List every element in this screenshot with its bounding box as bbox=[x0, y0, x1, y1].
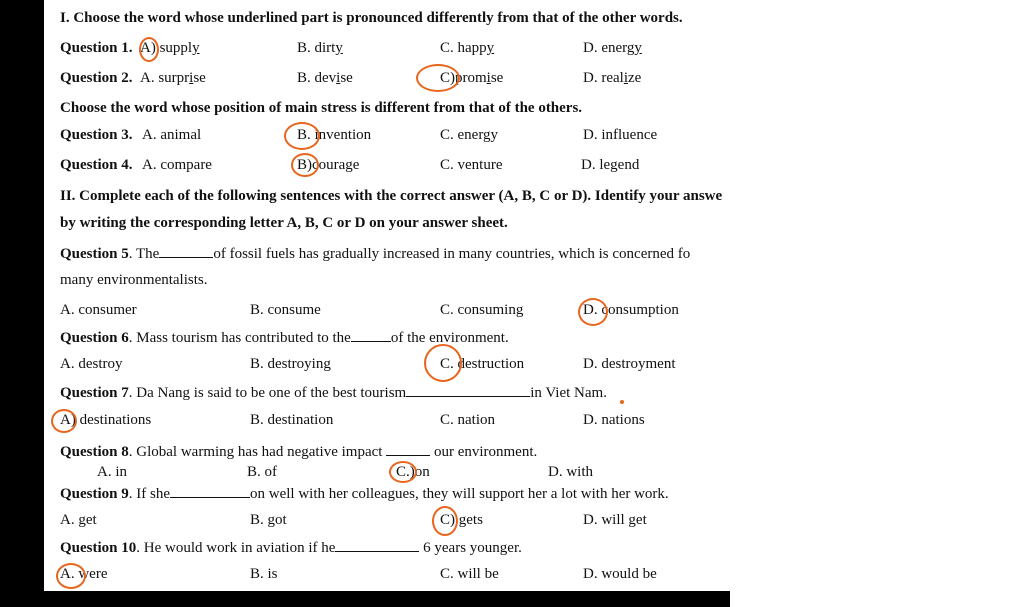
q1-option-c[interactable]: C. happy bbox=[440, 40, 495, 56]
answer-circle-q6 bbox=[424, 344, 462, 382]
answer-circle-q3 bbox=[284, 122, 320, 150]
q2-option-c[interactable]: C)promise bbox=[440, 70, 504, 86]
q2-option-a[interactable]: A. surprise bbox=[140, 70, 206, 86]
stress-heading: Choose the word whose position of main stress is different from that of the others. bbox=[60, 100, 583, 116]
question-2 bbox=[60, 69, 133, 87]
q6-option-c[interactable]: C. destruction bbox=[440, 356, 525, 372]
q1-option-d[interactable]: D. energy bbox=[583, 40, 642, 56]
q2-option-d[interactable]: D. realize bbox=[583, 70, 642, 86]
question-3 bbox=[60, 126, 133, 144]
q6-blank[interactable] bbox=[351, 328, 391, 342]
q1-option-b[interactable]: B. dirty bbox=[297, 40, 343, 56]
section2-heading-cont: by writing the corresponding letter A, B, C or D on your answer sheet. bbox=[60, 215, 508, 231]
bottom-black-bar bbox=[0, 591, 730, 607]
q2-option-b[interactable]: B. devise bbox=[297, 70, 353, 86]
q5-option-a[interactable]: A. consumer bbox=[60, 302, 137, 318]
q6-option-a[interactable]: A. destroy bbox=[60, 356, 123, 372]
question-5-cont: many environmentalists. bbox=[60, 272, 208, 288]
section1-heading: I. Choose the word whose underlined part is pronounced differently from that of the other words. bbox=[60, 10, 683, 26]
q2-label: Question 2. bbox=[60, 70, 133, 86]
q8-option-a[interactable]: A. in bbox=[97, 464, 127, 480]
q1-option-a[interactable]: A) supply bbox=[140, 40, 200, 56]
q4-option-b[interactable]: B)courage bbox=[297, 157, 360, 173]
q8-option-d[interactable]: D. with bbox=[548, 464, 593, 480]
q4-option-a[interactable]: A. compare bbox=[142, 157, 212, 173]
q9-option-c[interactable]: C) gets bbox=[440, 512, 483, 528]
q6-option-d[interactable]: D. destroyment bbox=[583, 356, 676, 372]
question-5: Question 5. The of fossil fuels has gradually increased in many countries, which is concerned fo bbox=[60, 246, 691, 262]
answer-circle-q1 bbox=[139, 37, 159, 62]
q9-option-d[interactable]: D. will get bbox=[583, 512, 647, 528]
q6-option-b[interactable]: B. destroying bbox=[250, 356, 331, 372]
q3-option-b[interactable]: B. invention bbox=[297, 127, 372, 143]
q10-option-a[interactable]: A. were bbox=[60, 566, 108, 582]
q10-option-b[interactable]: B. is bbox=[250, 566, 278, 582]
q10-blank[interactable] bbox=[335, 538, 419, 552]
answer-circle-q8 bbox=[389, 461, 417, 483]
q9-option-b[interactable]: B. got bbox=[250, 512, 287, 528]
question-1 bbox=[60, 39, 133, 57]
worksheet-page bbox=[44, 0, 730, 591]
section2-heading: II. Complete each of the following sentences with the correct answer (A, B, C or D). Identify your answe bbox=[60, 188, 723, 204]
q7-blank[interactable] bbox=[406, 383, 530, 397]
q9-option-a[interactable]: A. get bbox=[60, 512, 97, 528]
q5-blank[interactable] bbox=[159, 244, 213, 258]
q8-option-c[interactable]: C.)on bbox=[396, 464, 430, 480]
q8-blank[interactable] bbox=[386, 442, 430, 456]
q3-label: Question 3. bbox=[60, 127, 133, 143]
question-7: Question 7. Da Nang is said to be one of the best tourism in Viet Nam. bbox=[60, 385, 607, 401]
q7-option-b[interactable]: B. destination bbox=[250, 412, 334, 428]
q1-label: Question 1. bbox=[60, 40, 133, 56]
q4-option-c[interactable]: C. venture bbox=[440, 157, 503, 173]
q3-option-d[interactable]: D. influence bbox=[583, 127, 658, 143]
q5-option-b[interactable]: B. consume bbox=[250, 302, 321, 318]
answer-circle-q10 bbox=[56, 563, 86, 589]
q8-option-b[interactable]: B. of bbox=[247, 464, 277, 480]
q3-option-c[interactable]: C. energy bbox=[440, 127, 499, 143]
right-blank-area bbox=[730, 0, 1024, 607]
answer-circle-q9 bbox=[432, 506, 458, 536]
answer-circle-q7 bbox=[51, 409, 77, 433]
q5-option-c[interactable]: C. consuming bbox=[440, 302, 524, 318]
answer-circle-q2 bbox=[416, 64, 460, 92]
question-9: Question 9. If she on well with her colleagues, they will support her a lot with her work. bbox=[60, 486, 669, 502]
q4-label: Question 4. bbox=[60, 157, 133, 173]
answer-circle-q5 bbox=[578, 298, 608, 326]
q7-option-d[interactable]: D. nations bbox=[583, 412, 645, 428]
q3-option-a[interactable]: A. animal bbox=[142, 127, 202, 143]
q10-option-c[interactable]: C. will be bbox=[440, 566, 499, 582]
q7-option-a[interactable]: A) destinations bbox=[60, 412, 152, 428]
answer-circle-q4 bbox=[291, 153, 319, 177]
q4-option-d[interactable]: D. legend bbox=[581, 157, 640, 173]
question-6: Question 6. Mass tourism has contributed to the of the environment. bbox=[60, 330, 509, 346]
question-4 bbox=[60, 156, 133, 174]
q7-option-c[interactable]: C. nation bbox=[440, 412, 495, 428]
question-8: Question 8. Global warming has had negative impact our environment. bbox=[60, 444, 538, 460]
q9-blank[interactable] bbox=[170, 484, 250, 498]
q10-option-d[interactable]: D. would be bbox=[583, 566, 657, 582]
ink-dot bbox=[620, 400, 624, 404]
q5-option-d[interactable]: D. consumption bbox=[583, 302, 679, 318]
question-10: Question 10. He would work in aviation if he 6 years younger. bbox=[60, 540, 522, 556]
